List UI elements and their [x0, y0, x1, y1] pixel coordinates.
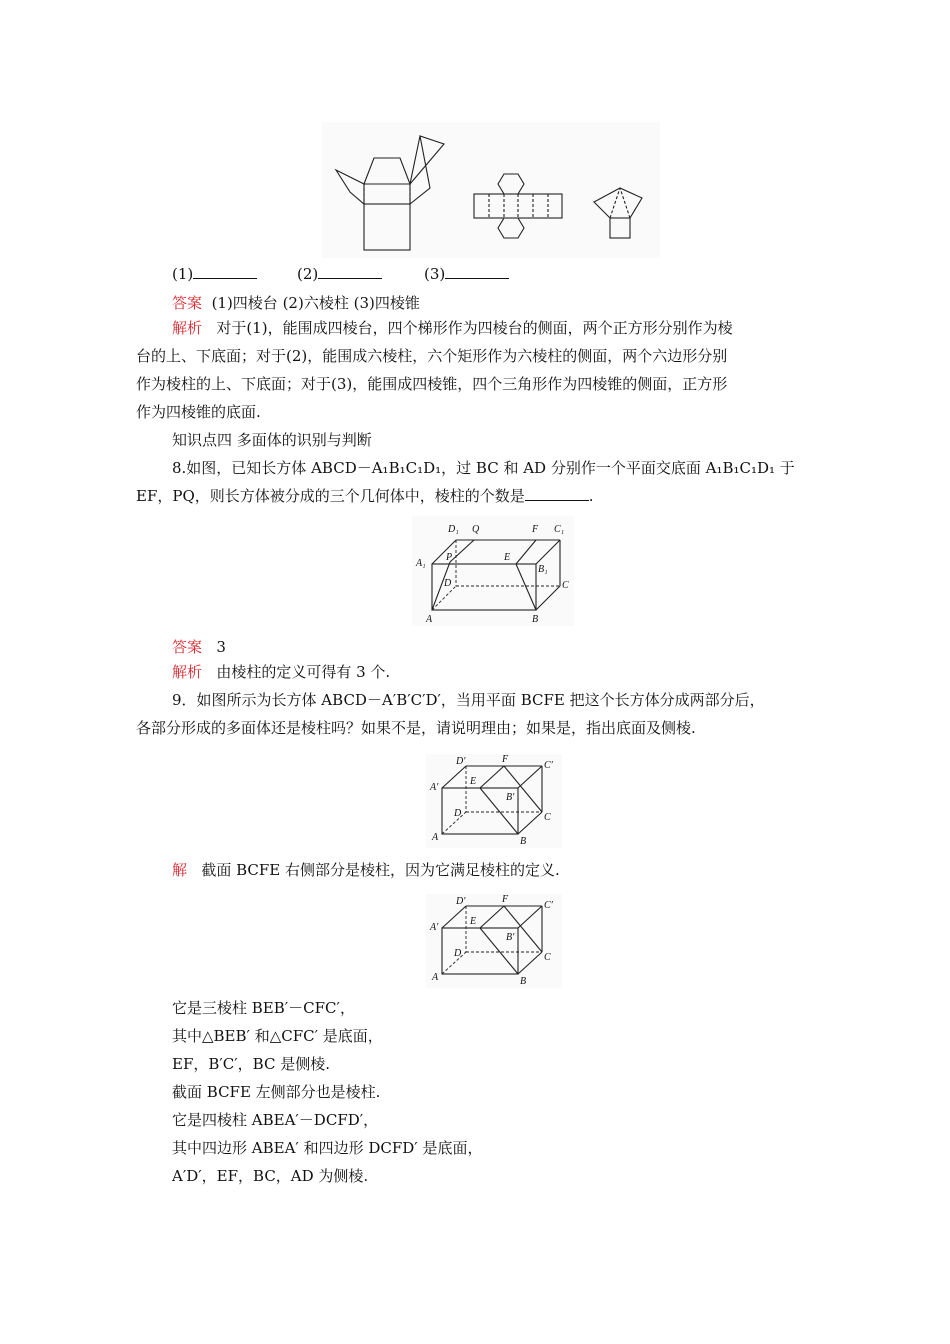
q8-figure [412, 516, 574, 626]
label-F: F [502, 894, 509, 905]
label-F: F [532, 524, 539, 535]
label-F: F [502, 754, 509, 765]
label-C-prime: C′ [544, 900, 553, 911]
q8-line-2: EF，PQ，则长方体被分成的三个几何体中，棱柱的个数是 . [136, 487, 594, 505]
conclusion-line-3: EF，B′C′，BC 是侧棱. [172, 1055, 330, 1073]
label-B-prime: B′ [506, 792, 515, 803]
label-A-prime: A′ [430, 922, 439, 933]
net-3-blank: (3) [424, 264, 509, 283]
q7-analysis-line-2: 台的上、下底面；对于(2)，能围成六棱柱，六个矩形作为六棱柱的侧面，两个六边形分别 [136, 347, 728, 365]
label-B1: B₁ [538, 564, 548, 575]
label-A-prime: A′ [430, 782, 439, 793]
label-C: C [544, 952, 551, 963]
conclusion-line-6: 其中四边形 ABEA′ 和四边形 DCFD′ 是底面， [172, 1139, 483, 1157]
net-1-blank: (1) [172, 264, 257, 283]
label-P: P [446, 552, 453, 563]
q9-line-1: 9．如图所示为长方体 ABCD－A′B′C′D′，当用平面 BCFE 把这个长方体分成两部分后， [172, 691, 765, 709]
label-A: A [426, 614, 433, 625]
label-Q: Q [472, 524, 480, 535]
section-title: 知识点四 多面体的识别与判断 [172, 431, 372, 449]
label-C-prime: C′ [544, 760, 553, 771]
q7-analysis-line-4: 作为四棱锥的底面. [136, 403, 261, 421]
label-E: E [504, 552, 511, 563]
label-D: D [454, 808, 462, 819]
label-D: D [454, 948, 462, 959]
q9-figure-1 [426, 754, 562, 848]
net-2-blank: (2) [297, 264, 382, 283]
label-A: A [432, 832, 439, 843]
label-C: C [544, 812, 551, 823]
conclusion-line-4: 截面 BCFE 左侧部分也是棱柱. [172, 1083, 381, 1101]
nets-figure [322, 122, 660, 258]
q9-figure-2 [426, 894, 562, 988]
label-A1: A₁ [416, 558, 426, 569]
q8-line-1: 8.如图，已知长方体 ABCD－A₁B₁C₁D₁，过 BC 和 AD 分别作一个平面交底面 A₁B₁C₁D₁ 于 [172, 459, 795, 477]
q7-analysis-line-1: 解析 对于(1)，能围成四棱台，四个梯形作为四棱台的侧面，两个正方形分别作为棱 [172, 319, 733, 337]
label-D-prime: D′ [456, 756, 466, 767]
label-D-prime: D′ [456, 896, 466, 907]
label-B: B [520, 836, 527, 847]
label-B: B [532, 614, 539, 625]
label-C: C [562, 580, 569, 591]
label-B: B [520, 976, 527, 987]
q8-analysis: 解析 由棱柱的定义可得有 3 个. [172, 663, 391, 681]
conclusion-line-5: 它是四棱柱 ABEA′－DCFD′， [172, 1111, 379, 1129]
q8-answer: 答案 3 [172, 638, 226, 656]
label-D: D [444, 578, 452, 589]
label-D1: D₁ [448, 524, 459, 535]
label-E: E [470, 776, 477, 787]
q9-solution: 解 截面 BCFE 右侧部分是棱柱，因为它满足棱柱的定义. [172, 861, 560, 879]
conclusion-line-2: 其中△BEB′ 和△CFC′ 是底面， [172, 1027, 383, 1045]
conclusion-line-7: A′D′，EF，BC，AD 为侧棱. [172, 1167, 369, 1185]
label-B-prime: B′ [506, 932, 515, 943]
label-C1: C₁ [554, 524, 565, 535]
label-A: A [432, 972, 439, 983]
label-E: E [470, 916, 477, 927]
conclusion-line-1: 它是三棱柱 BEB′－CFC′， [172, 999, 355, 1017]
q7-answer: 答案 (1)四棱台 (2)六棱柱 (3)四棱锥 [172, 294, 420, 312]
q9-line-2: 各部分形成的多面体还是棱柱吗？如果不是，请说明理由；如果是，指出底面及侧棱. [136, 719, 696, 737]
q7-analysis-line-3: 作为棱柱的上、下底面；对于(3)，能围成四棱锥，四个三角形作为四棱锥的侧面，正方形 [136, 375, 728, 393]
